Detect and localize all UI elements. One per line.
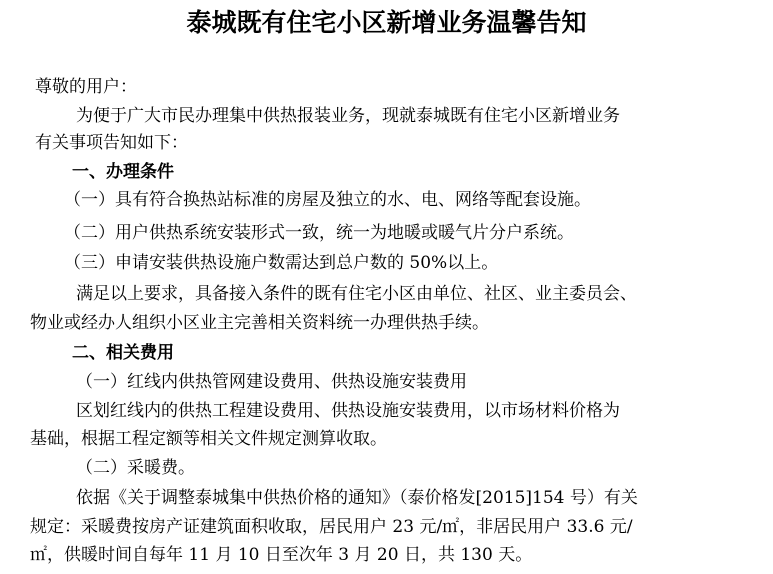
intro-line-1: 为便于广大市民办理集中供热报装业务，现就泰城既有住宅小区新增业务 xyxy=(76,106,620,126)
document-title: 泰城既有住宅小区新增业务温馨告知 xyxy=(186,8,587,37)
greeting: 尊敬的用户： xyxy=(35,77,137,97)
fee-subsection-2-line-1: 依据《关于调整泰城集中供热价格的通知》（泰价格发[2015]154 号）有关 xyxy=(76,488,638,508)
conditions-note-line-1: 满足以上要求，具备接入条件的既有住宅小区由单位、社区、业主委员会、 xyxy=(76,284,637,304)
fee-subsection-2-line-3: ㎡，供暖时间自每年 11 月 10 日至次年 3 月 20 日，共 130 天。 xyxy=(30,545,533,565)
intro-line-2: 有关事项告知如下： xyxy=(35,133,188,153)
fee-subsection-1-heading: （一）红线内供热管网建设费用、供热设施安装费用 xyxy=(76,372,467,392)
condition-item-3: （三）申请安装供热设施户数需达到总户数的 50%以上。 xyxy=(64,253,499,273)
conditions-note-line-2: 物业或经办人组织小区业主完善相关资料统一办理供热手续。 xyxy=(30,313,489,333)
section-2-heading: 二、相关费用 xyxy=(72,343,174,363)
fee-subsection-1-line-2: 基础，根据工程定额等相关文件规定测算收取。 xyxy=(30,429,387,449)
condition-item-1: （一）具有符合换热站标准的房屋及独立的水、电、网络等配套设施。 xyxy=(64,190,591,210)
fee-subsection-2-heading: （二）采暖费。 xyxy=(76,458,195,478)
condition-item-2: （二）用户供热系统安装形式一致，统一为地暖或暖气片分户系统。 xyxy=(64,223,574,243)
fee-subsection-2-line-2: 规定：采暖费按房产证建筑面积收取，居民用户 23 元/㎡，非居民用户 33.6 元/ xyxy=(30,517,633,537)
fee-subsection-1-line-1: 区划红线内的供热工程建设费用、供热设施安装费用，以市场材料价格为 xyxy=(76,401,620,421)
section-1-heading: 一、办理条件 xyxy=(72,162,174,182)
